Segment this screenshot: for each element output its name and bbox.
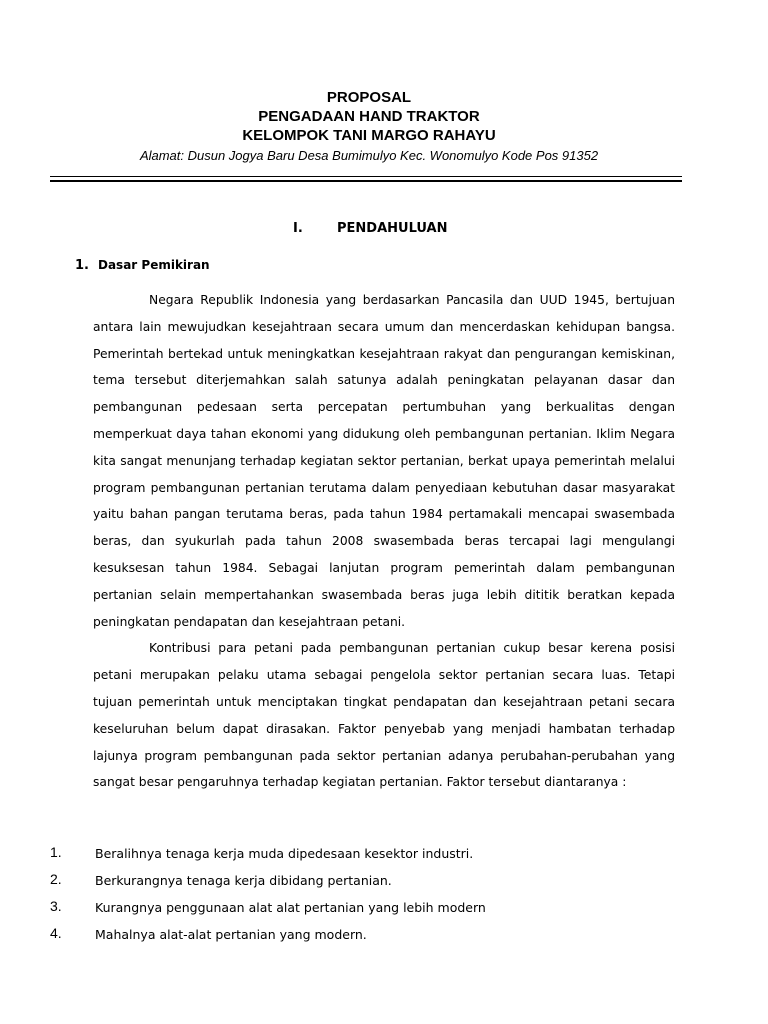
paragraph: Negara Republik Indonesia yang berdasarkan Pancasila dan UUD 1945, bertujuan antara lain mewujudkan kesejahtraan secara umum dan mencerdaskan kehidupan bangsa. Pemerintah bertekad untuk meningkatkan kesejahtraan rakyat dan pengurangan kemiskinan, tema tersebut diterjemahkan salah satunya adalah peningkatan pelayanan dasar dan pembangunan pedesaan serta percepatan pertumbuhan yang berkualitas dengan memperkuat daya tahan ekonomi yang didukung oleh pembangunan pertanian. Iklim Negara kita sangat menunjang terhadap kegiatan sektor pertanian, berkat upaya pemerintah melalui program pembangunan pertanian terutama dalam penyediaan kebutuhan dasar masyarakat yaitu bahan pangan terutama beras, pada tahun 1984 pertamakali mencapai swasembada beras, dan syukurlah pada tahun 2008 swasembada beras tercapai lagi mengulangi kesuksesan tahun 1984. Sebagai lanjutan program pemerintah dalam pembangunan pertanian selain mempertahankan swasembada beras juga lebih dititik beratkan kepada peningkatan pendapatan dan kesejahtraan petani. xyxy=(93,293,675,629)
chapter-heading xyxy=(293,220,448,238)
paragraph: Kontribusi para petani pada pembangunan pertanian cukup besar kerena posisi petani merupakan pelaku utama sebagai pengelola sektor pertanian secara luas. Tetapi tujuan pemerintah untuk menciptakan tingkat pendapatan dan kesejahtraan petani secara keseluruhan belum dapat dirasakan. Faktor penyebab yang menjadi hambatan terhadap lajunya program pembangunan pada sektor pertanian adanya perubahan-perubahan yang sangat besar pengaruhnya terhadap kegiatan pertanian. Faktor tersebut diantaranya : xyxy=(93,641,675,790)
list-item-number: 3. xyxy=(50,898,62,914)
section-heading xyxy=(75,256,210,275)
list-item-number: 4. xyxy=(50,925,62,941)
list-item-text: Mahalnya alat-alat pertanian yang modern. xyxy=(95,927,367,942)
chapter-title: PENDAHULUAN xyxy=(337,221,448,236)
document-subtitle: PENGADAAN HAND TRAKTOR xyxy=(258,108,480,125)
header-divider-thin xyxy=(50,176,682,177)
address-line: Alamat: Dusun Jogya Baru Desa Bumimulyo Kec. Wonomulyo Kode Pos 91352 xyxy=(139,148,599,163)
list-item xyxy=(50,923,486,950)
list-item xyxy=(50,896,486,923)
section-title: Dasar Pemikiran xyxy=(98,258,210,272)
document-header xyxy=(0,88,738,164)
list-item-number: 2. xyxy=(50,871,62,887)
list-item-number: 1. xyxy=(50,844,62,860)
list-item-text: Beralihnya tenaga kerja muda dipedesaan kesektor industri. xyxy=(95,846,474,861)
list-item xyxy=(50,869,486,896)
organization-name: KELOMPOK TANI MARGO RAHAYU xyxy=(242,127,496,144)
header-divider-thick xyxy=(50,180,682,182)
list-item xyxy=(50,842,486,869)
body-text xyxy=(93,287,675,796)
chapter-number: I. xyxy=(293,221,303,236)
document-title: PROPOSAL xyxy=(326,89,412,106)
section-number: 1. xyxy=(75,258,89,273)
list-item-text: Kurangnya penggunaan alat alat pertanian yang lebih modern xyxy=(95,900,486,915)
factor-list xyxy=(50,842,486,950)
list-item-text: Berkurangnya tenaga kerja dibidang pertanian. xyxy=(95,873,392,888)
